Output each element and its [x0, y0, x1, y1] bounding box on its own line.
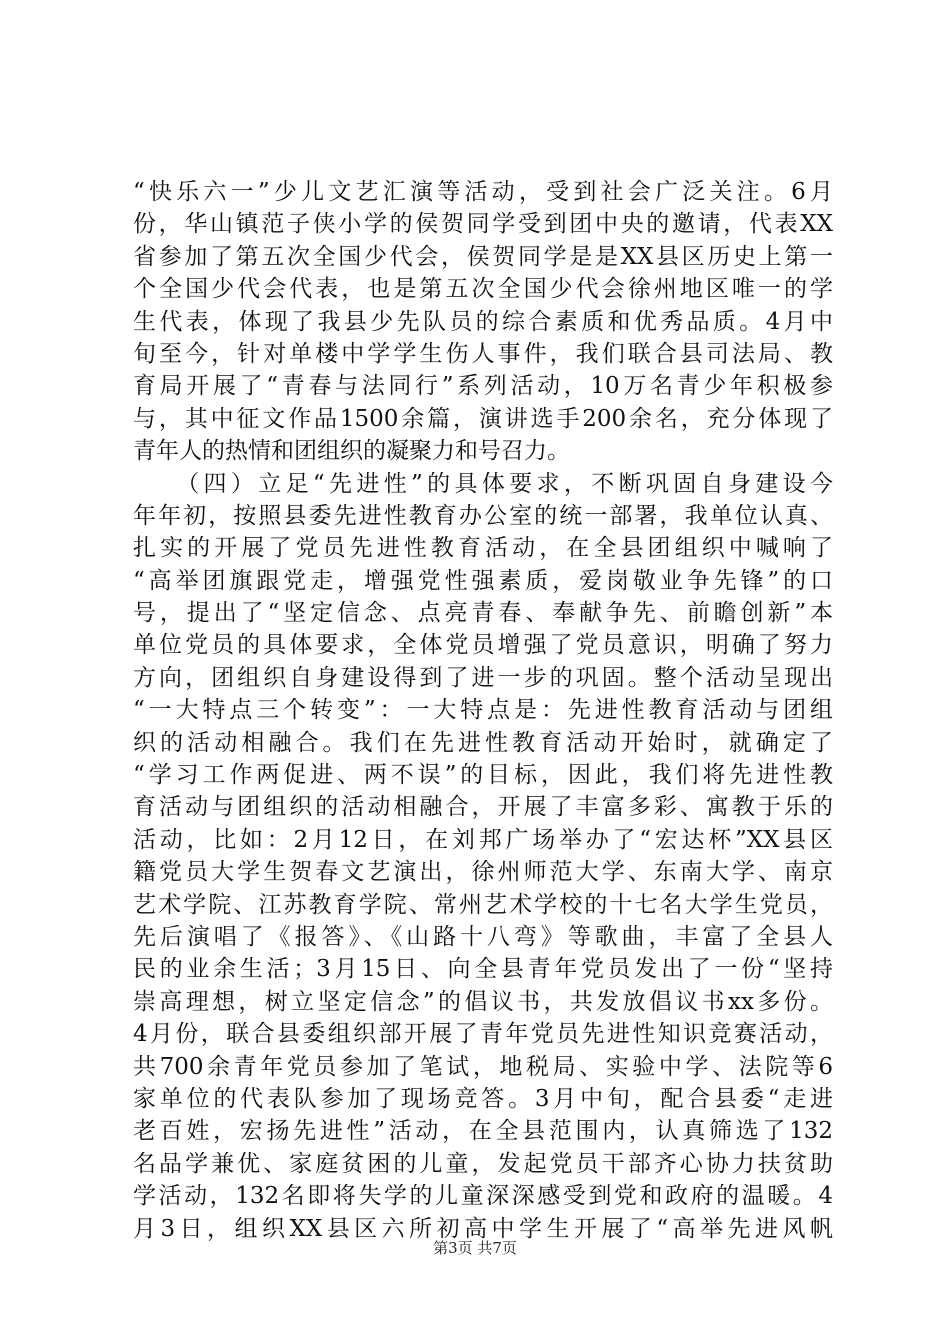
text-line: 织的活动相融合。我们在先进性教育活动开始时，就确定了 — [133, 729, 833, 756]
text-line: 扎实的开展了党员先进性教育活动，在全县团组织中喊响了 — [133, 535, 833, 562]
text-line: 先后演唱了《报答》、《山路十八弯》等歌曲，丰富了全县人 — [133, 923, 833, 950]
text-line: “学习工作两促进、两不误”的目标，因此，我们将先进性教 — [133, 762, 833, 789]
text-line: 方向，团组织自身建设得到了进一步的巩固。整个活动呈现出 — [133, 664, 833, 691]
text-line: 民的业余生活；3月15日、向全县青年党员发出了一份“坚持 — [133, 956, 833, 983]
text-line-paragraph-start: （四）立足“先进性”的具体要求，不断巩固自身建设今 — [133, 470, 833, 497]
text-line: 生代表，体现了我县少先队员的综合素质和优秀品质。4月中 — [133, 308, 833, 335]
text-line: 老百姓，宏扬先进性”活动，在全县范围内，认真筛选了132 — [133, 1118, 833, 1145]
text-line: 4月份，联合县委组织部开展了青年党员先进性知识竞赛活动， — [133, 1021, 833, 1048]
text-line: “高举团旗跟党走，增强党性强素质，爱岗敬业争先锋”的口 — [133, 567, 833, 594]
text-line: 家单位的代表队参加了现场竞答。3月中旬，配合县委“走进 — [133, 1085, 833, 1112]
text-line: 名品学兼优、家庭贫困的儿童，发起党员干部齐心协力扶贫助 — [133, 1150, 833, 1177]
text-line: 份，华山镇范子侠小学的侯贺同学受到团中央的邀请，代表XX — [133, 211, 833, 238]
text-line: 与，其中征文作品1500余篇，演讲选手200余名，充分体现了 — [133, 405, 833, 432]
text-line: 艺术学院、江苏教育学院、常州艺术学校的十七名大学生党员， — [133, 891, 833, 918]
page-footer — [0, 1237, 950, 1258]
text-line: 月3日，组织XX县区六所初高中学生开展了“高举先进风帆 — [133, 1215, 833, 1242]
text-line: 单位党员的具体要求，全体党员增强了党员意识，明确了努力 — [133, 632, 833, 659]
text-line: 籍党员大学生贺春文艺演出，徐州师范大学、东南大学、南京 — [133, 859, 833, 886]
text-line: 共700余青年党员参加了笔试，地税局、实验中学、法院等6 — [133, 1053, 833, 1080]
text-line: 学活动，132名即将失学的儿童深深感受到党和政府的温暖。4 — [133, 1183, 833, 1210]
text-line-paragraph-end: 青年人的热情和团组织的凝聚力和号召力。 — [133, 438, 570, 465]
text-line: 省参加了第五次全国少代会，侯贺同学是是XX县区历史上第一 — [133, 243, 833, 270]
text-line: “一大特点三个转变”：一大特点是：先进性教育活动与团组 — [133, 697, 833, 724]
document-body — [133, 176, 833, 1245]
text-line: 年年初，按照县委先进性教育办公室的统一部署，我单位认真、 — [133, 502, 833, 529]
text-line: “快乐六一”少儿文艺汇演等活动，受到社会广泛关注。6月 — [133, 179, 833, 205]
text-line: 育局开展了“青春与法同行”系列活动，10万名青少年积极参 — [133, 373, 833, 400]
text-line: 崇高理想，树立坚定信念”的倡议书，共发放倡议书xx多份。 — [133, 988, 833, 1015]
text-line: 活动，比如：2月12日，在刘邦广场举办了“宏达杯”XX县区 — [133, 826, 833, 853]
page-number: 第3页 共7页 — [433, 1239, 517, 1257]
text-line: 育活动与团组织的活动相融合，开展了丰富多彩、寓教于乐的 — [133, 794, 833, 821]
text-line: 旬至今，针对单楼中学学生伤人事件，我们联合县司法局、教 — [133, 340, 833, 367]
text-line: 号，提出了“坚定信念、点亮青春、奉献争先、前瞻创新”本 — [133, 600, 833, 627]
text-line: 个全国少代会代表，也是第五次全国少代会徐州地区唯一的学 — [133, 276, 833, 303]
